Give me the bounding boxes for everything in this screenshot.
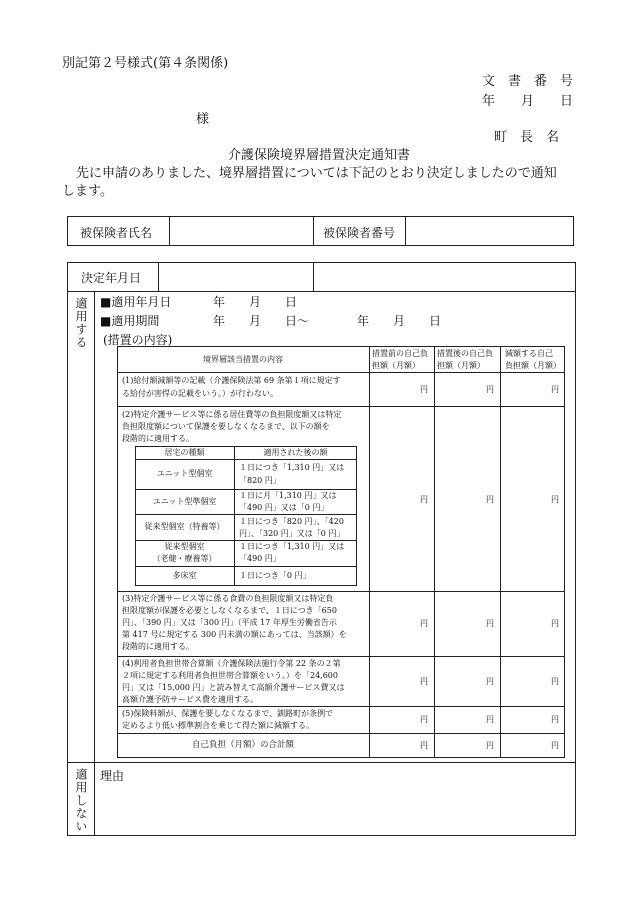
row3-after: 円 [486,619,494,628]
inner-row4-type-1: 従来型個室 [164,542,205,551]
inner-row2-amount-2: 「490 円」又は「0 円」 [239,503,329,512]
row5-after: 円 [486,715,494,724]
row4-text-1: (4)利用者負担世帯合算額（介護保険法施行令第 22 条の２第 [122,659,341,668]
total-before: 円 [420,741,428,750]
row2-after: 円 [486,495,494,504]
header-after-2: 担額（月額） [437,361,485,370]
total-label: 自己負担（月額）の合計額 [191,740,294,750]
row1-after: 円 [486,385,494,394]
row3-text-3: 円」、「390 円」又は「300 円」（平成 17 年厚生労働省告示 [122,618,337,627]
insured-number-field[interactable] [406,217,573,245]
row5-text-1: (5)保険料額が、保護を要しなくなるまで、釧路町が条例で [122,709,334,718]
row2-text-2: 負担限度額について保護を要しなくなるまで、以下の額を [122,422,330,431]
row2-text-1: (2)特定介護サービス等に係る居住費等の負担限度額又は特定 [122,410,342,419]
intro-line-1: 先に申請のありました、境界層措置については下記のとおり決定しましたので通知 [76,166,557,181]
header-reduced-1: 減額する自己 [505,349,553,358]
row4-before: 円 [420,677,428,686]
inner-row1-amount-1: １日につき「1,310 円」又は [239,463,345,472]
date-label: 年 月 日 [482,94,574,109]
inner-header-amount: 適用された後の額 [263,448,328,457]
apply-start-value: 年 月 日 [213,295,298,309]
header-reduced-2: 負担額（月額） [505,361,561,370]
row4-text-3: 円」又は「15,000 円」と読み替えて高額介護サービス費又は [122,683,345,692]
row5-reduced: 円 [551,715,559,724]
row1-reduced: 円 [551,385,559,394]
row1-before: 円 [420,385,428,394]
apply-start-label: ■適用年月日 [100,295,172,309]
form-id: 別記第２号様式(第４条関係) [62,56,229,71]
reason-label: 理由 [100,769,125,783]
intro-line-2: します。 [62,184,113,199]
row1-text-1: (1)給付額減額等の記載（介護保険法第 69 条第１項に規定す [122,376,341,385]
inner-row2-type: ユニット型準個室 [152,497,217,506]
row2-before: 円 [420,495,428,504]
doc-number-label: 文 書 番 号 [482,74,574,89]
total-reduced: 円 [551,741,559,750]
row3-text-5: 段階的に適用する。 [122,642,194,651]
header-before-2: 担額（月額） [372,361,420,370]
inner-row3-type: 従来型個室（特養等） [144,522,225,531]
row4-after: 円 [486,677,494,686]
row3-text-4: 第 417 号に規定する 300 円未満の額にあっては、当該額）を [122,630,347,639]
inner-row1-type: ユニット型個室 [156,469,213,478]
insured-name-field[interactable] [170,217,312,245]
inner-row3-amount-2: 円」、「320 円」又は「0 円」 [239,529,345,538]
row5-before: 円 [420,715,428,724]
inner-row5-type: 多床室 [172,571,197,580]
issuer-label: 町 長 名 [494,130,560,145]
row1-text-2: る給付が害悍の記載をいう。）が行わない。 [122,389,278,398]
row5-text-2: 定めるより低い標準割合を乗じて得た額に減額する。 [122,721,314,730]
row3-before: 円 [420,619,428,628]
page-title: 介護保険境界層措置決定通知書 [228,148,411,163]
apply-side-label: 適用する [74,297,88,349]
inner-row4-type-2: （老健・療養等） [152,554,217,563]
header-after-1: 措置後の自己負 [437,349,493,358]
apply-period-value: 年 月 日～ 年 月 日 [213,314,442,328]
decision-date-field[interactable] [159,263,312,290]
row2-reduced: 円 [551,495,559,504]
insured-number-label: 被保険者番号 [323,226,396,240]
inner-row1-amount-2: 「820 円」 [239,476,281,485]
row3-reduced: 円 [551,619,559,628]
recipient-suffix: 様 [196,112,210,127]
inner-row3-amount-1: １日につき「820 円」、「420 [239,517,344,526]
inner-header-type: 居宅の種類 [164,448,205,457]
inner-row4-amount-1: １日につき「1,310 円」又は [239,542,345,551]
not-apply-side-label: 適用しない [74,768,88,833]
header-before-1: 措置前の自己負 [372,349,428,358]
inner-row4-amount-2: 「490 円」 [239,554,281,563]
insured-name-label: 被保険者氏名 [80,226,153,240]
decision-date-label: 決定年月日 [81,271,142,285]
row4-text-4: 高額介護予防サービス費を適用する。 [122,695,258,704]
row4-text-2: ２項に規定する利用者負担世帯合算額をいう。）を「24,600 [122,671,338,680]
total-after: 円 [486,741,494,750]
header-content: 境界層該当措置の内容 [203,355,283,364]
apply-period-label: ■適用期間 [100,314,160,328]
row3-text-1: (3)特定介護サービス等に係る食費の負担限度額又は特定負 [122,594,334,603]
inner-row5-amount-1: １日につき「0 円」 [239,571,311,580]
row3-text-2: 担限度額が保護を必要としなくなるまで、１日につき「650 [122,606,337,615]
measures-label: (措置の内容) [103,333,173,347]
inner-row2-amount-1: １日に月「1,310 円」又は [239,491,337,500]
row2-text-3: 段階的に適用する。 [122,434,194,443]
reason-field[interactable] [95,763,575,835]
row4-reduced: 円 [551,677,559,686]
